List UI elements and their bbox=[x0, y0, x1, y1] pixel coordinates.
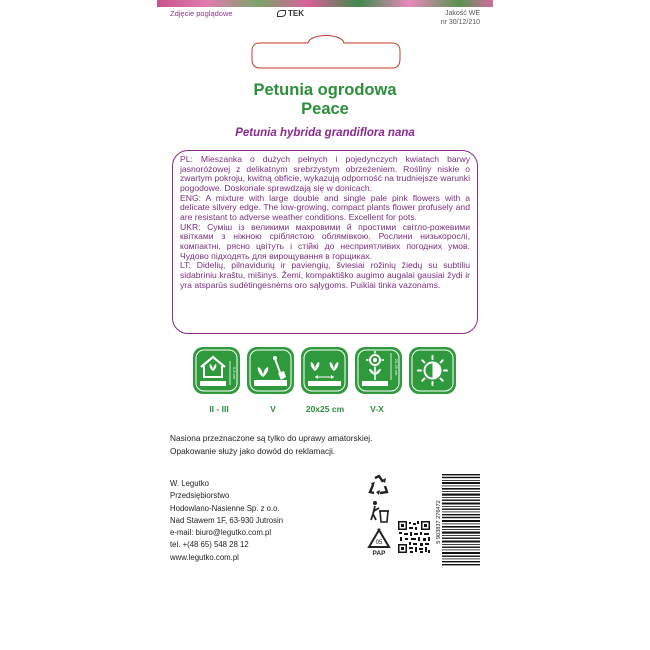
barcode bbox=[438, 474, 482, 566]
company-email: e-mail: biuro@legutko.com.pl bbox=[170, 528, 272, 538]
description-lt: LT: Didelių, pilnavidurių ir paviengių, šviesiai rožinių žiedų su subtiliu sidabriniu kraštu, mišinys. Žemi, kompaktiško augimo augalai gausiai žydi ir yra atsparūs sudėtingesnėms oro sąlygoms. Puikiai tinka vazonams. bbox=[180, 260, 470, 290]
company-website: www.legutko.com.pl bbox=[170, 552, 239, 562]
planting-out-icon bbox=[247, 347, 294, 394]
company-line-3: Hodowlano-Nasienne Sp. z o.o. bbox=[170, 503, 280, 513]
spacing-label: 20x25 cm bbox=[305, 404, 345, 414]
company-line-2: Przedsiębiorstwo bbox=[170, 491, 230, 501]
cultivation-icons bbox=[193, 347, 457, 397]
company-line-1: W. Legutko bbox=[170, 479, 210, 488]
latin-name: Petunia hybrida grandiflora nana bbox=[235, 127, 415, 139]
flowering-label: V-X bbox=[370, 404, 384, 414]
recycling-code: 05 bbox=[375, 540, 383, 546]
seed-packet-back bbox=[157, 0, 493, 650]
notice-line-2: Opakowanie służy jako dowód do reklamacji. bbox=[170, 445, 336, 456]
sun-exposure-icon bbox=[409, 347, 456, 394]
tek-label bbox=[277, 9, 304, 18]
company-phone: tel. +(48 65) 548 28 12 bbox=[170, 540, 249, 550]
quality-line-1: Jakość WE bbox=[444, 10, 480, 17]
product-name-line-2: Peace bbox=[301, 100, 349, 118]
hang-hole-outline bbox=[250, 31, 402, 71]
description-eng: ENG: A mixture with large double and single pale pink flowers with a delicate silvery edge. The low-growing, compact plants flower profusely and are resistant to adverse weather conditions. Excellent for pots. bbox=[180, 192, 470, 222]
flowering-icon bbox=[355, 347, 402, 394]
quality-line-2: nr 30/12/210 bbox=[440, 19, 480, 26]
product-photo-strip bbox=[157, 0, 493, 7]
sowing-indoors-icon bbox=[193, 347, 240, 394]
barcode-number: 5 903837 276472 bbox=[436, 500, 442, 544]
tek-leaf-icon bbox=[277, 10, 286, 17]
description-box bbox=[172, 150, 478, 334]
paper-recycling-icon bbox=[366, 528, 392, 556]
usage-notice bbox=[170, 432, 372, 457]
material-code: PAP bbox=[372, 550, 386, 557]
quality-info bbox=[441, 9, 480, 27]
spacing-icon bbox=[301, 347, 348, 394]
description-ukr: UKR: Суміш із великими махровими й простими світло-рожевими квітками з ніжною сріблястою облямівкою. Рослини низькорослі, компактні, рясно цвітуть і стійкі до несприятливих погодних умов. Чудово підходять для вирощування в горщиках. bbox=[180, 221, 470, 261]
sowing-label: II - III bbox=[209, 404, 229, 414]
recycle-icon bbox=[367, 474, 391, 496]
tidy-man-icon bbox=[367, 500, 391, 524]
description-pl: PL: Mieszanka o dużych pełnych i pojedynczych kwiatach barwy jasnoróżowej z delikatnym srebrzystym obrzeżeniem. Rośliny niskie o zwartym pokroju, kwitną obficie, wykazują odporność na trudniejsze warunki pogodowe. Doskonale sprawdzają się w donicach. bbox=[180, 154, 470, 193]
product-name-line-1: Petunia ogrodowa bbox=[253, 81, 397, 99]
photo-note: Zdjęcie poglądowe bbox=[170, 9, 233, 18]
depth-text: 0,5 cm bbox=[232, 366, 237, 380]
company-info bbox=[170, 478, 283, 564]
company-address: Nad Stawem 1F, 63-930 Jutrosin bbox=[170, 515, 284, 525]
product-title bbox=[157, 81, 493, 119]
height-text: 20-25 cm bbox=[394, 358, 399, 376]
notice-line-1: Nasiona przeznaczone są tylko do uprawy amatorskiej. bbox=[170, 433, 373, 443]
qr-code bbox=[397, 520, 431, 554]
planting-label: V bbox=[270, 404, 276, 414]
tek-text: TEK bbox=[288, 9, 304, 18]
